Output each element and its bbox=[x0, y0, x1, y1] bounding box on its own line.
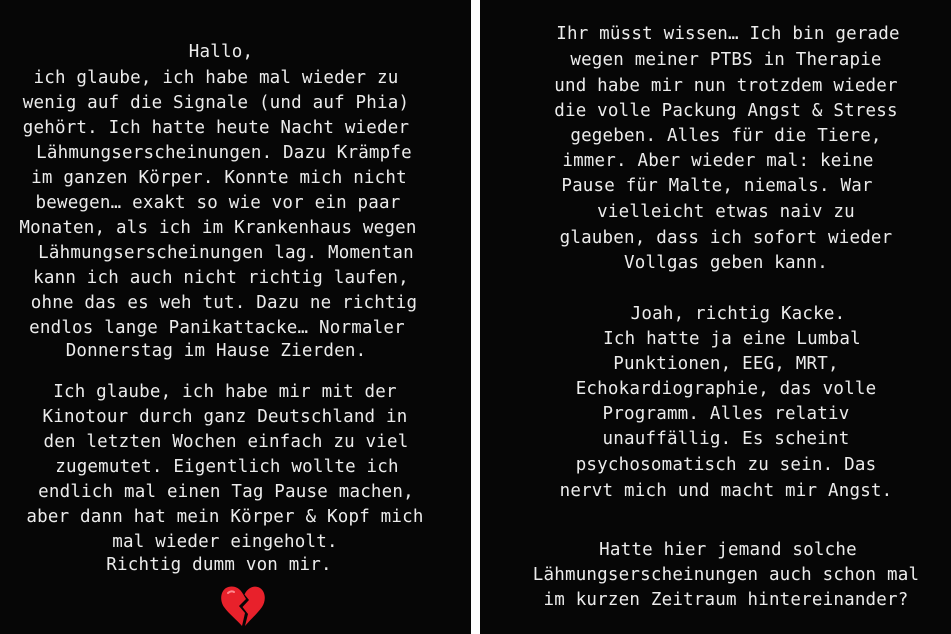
story-text-line: Kinotour durch ganz Deutschland in bbox=[42, 407, 408, 427]
story-text-line: mal wieder eingeholt. bbox=[112, 532, 338, 552]
story-text-line: und habe mir nun trotzdem wieder bbox=[554, 76, 898, 96]
story-text-line: Punktionen, EEG, MRT, bbox=[613, 354, 839, 374]
story-text-line: Programm. Alles relativ bbox=[602, 404, 850, 424]
story-text-line: vielleicht etwas naiv zu bbox=[597, 202, 855, 222]
story-text-line: Monaten, als ich im Krankenhaus wegen bbox=[19, 218, 417, 238]
story-text-line: wegen meiner PTBS in Therapie bbox=[570, 50, 882, 70]
story-text-line: kann ich auch nicht richtig laufen, bbox=[33, 268, 409, 288]
story-text-line: Ich glaube, ich habe mir mit der bbox=[53, 382, 397, 402]
story-text-line: Donnerstag im Hause Zierden. bbox=[65, 341, 367, 361]
story-text-line: Richtig dumm von mir. bbox=[106, 555, 332, 575]
story-text-line: den letzten Wochen einfach zu viel bbox=[43, 432, 409, 452]
story-text-line: Lähmungserscheinungen. Dazu Krämpfe bbox=[36, 143, 412, 163]
story-text-line: endlos lange Panikattacke… Normaler bbox=[29, 318, 405, 338]
story-text-line: im ganzen Körper. Konnte mich nicht bbox=[31, 168, 407, 188]
story-text-line: Hatte hier jemand solche bbox=[599, 540, 857, 560]
story-text-line: Pause für Malte, niemals. War bbox=[561, 176, 873, 196]
story-text-line: gehört. Ich hatte heute Nacht wieder bbox=[22, 118, 410, 138]
story-text-line: Vollgas geben kann. bbox=[624, 253, 828, 273]
story-panel-left bbox=[0, 0, 471, 634]
story-text-line: glauben, dass ich sofort wieder bbox=[559, 228, 893, 248]
story-text-line: Hallo, bbox=[188, 42, 254, 62]
story-text-line: Lähmungserscheinungen auch schon mal bbox=[532, 565, 920, 585]
story-panel-right bbox=[480, 0, 951, 634]
story-text-line: Ihr müsst wissen… Ich bin gerade bbox=[556, 24, 900, 44]
story-text-line: aber dann hat mein Körper & Kopf mich bbox=[26, 507, 424, 527]
story-text-line: Ich hatte ja eine Lumbal bbox=[603, 329, 861, 349]
story-text-line: wenig auf die Signale (und auf Phia) bbox=[22, 93, 410, 113]
story-text-line: Joah, richtig Kacke. bbox=[630, 304, 846, 324]
story-text-line: Echokardiographie, das volle bbox=[575, 379, 877, 399]
broken-heart-icon bbox=[219, 584, 267, 628]
story-text-line: psychosomatisch zu sein. Das bbox=[575, 455, 877, 475]
story-text-line: gegeben. Alles für die Tiere, bbox=[570, 126, 882, 146]
story-text-line: ohne das es weh tut. Dazu ne richtig bbox=[30, 293, 418, 313]
story-text-line: im kurzen Zeitraum hintereinander? bbox=[543, 590, 909, 610]
story-text-line: nervt mich und macht mir Angst. bbox=[559, 481, 893, 501]
story-text-line: Lähmungserscheinungen lag. Momentan bbox=[38, 243, 414, 263]
story-text-line: immer. Aber wieder mal: keine bbox=[562, 151, 874, 171]
story-text-line: bewegen… exakt so wie vor ein paar bbox=[35, 193, 401, 213]
story-text-line: ich glaube, ich habe mal wieder zu bbox=[33, 68, 399, 88]
story-text-line: endlich mal einen Tag Pause machen, bbox=[38, 482, 414, 502]
story-text-line: unauffällig. Es scheint bbox=[602, 429, 850, 449]
story-text-line: die volle Packung Angst & Stress bbox=[554, 101, 898, 121]
story-text-line: zugemutet. Eigentlich wollte ich bbox=[55, 457, 399, 477]
